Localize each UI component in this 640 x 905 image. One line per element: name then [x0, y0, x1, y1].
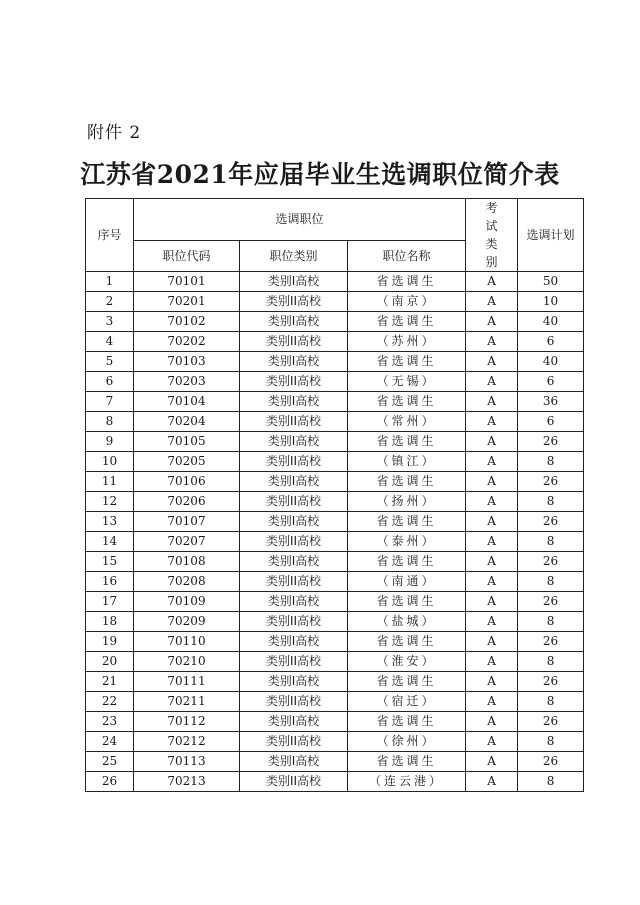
row-plan: 26 — [518, 472, 584, 492]
header-exam: 考试类别 — [466, 199, 518, 272]
row-plan: 40 — [518, 352, 584, 372]
row-exam: A — [466, 512, 518, 532]
table-row — [86, 612, 584, 632]
table-row — [86, 712, 584, 732]
row-code: 70102 — [134, 312, 240, 332]
row-category: 类别I高校 — [240, 352, 348, 372]
row-exam: A — [466, 552, 518, 572]
row-plan: 6 — [518, 412, 584, 432]
row-category: 类别II高校 — [240, 692, 348, 712]
row-plan: 8 — [518, 612, 584, 632]
row-code: 70202 — [134, 332, 240, 352]
row-plan: 8 — [518, 772, 584, 792]
row-category: 类别II高校 — [240, 612, 348, 632]
row-exam: A — [466, 492, 518, 512]
row-exam: A — [466, 532, 518, 552]
page-title: 江苏省2021年应届毕业生选调职位简介表 — [80, 160, 560, 189]
table-row — [86, 412, 584, 432]
row-code: 70107 — [134, 512, 240, 532]
header-index: 序号 — [86, 199, 134, 272]
table-row — [86, 352, 584, 372]
row-category: 类别II高校 — [240, 452, 348, 472]
row-exam: A — [466, 712, 518, 732]
row-name: （连云港） — [348, 772, 466, 792]
row-plan: 26 — [518, 752, 584, 772]
row-index: 18 — [86, 612, 134, 632]
row-category: 类别I高校 — [240, 392, 348, 412]
row-name: 省选调生 — [348, 672, 466, 692]
row-index: 5 — [86, 352, 134, 372]
row-code: 70205 — [134, 452, 240, 472]
table-row — [86, 732, 584, 752]
row-name: （扬州） — [348, 492, 466, 512]
row-name: （宿迁） — [348, 692, 466, 712]
row-exam: A — [466, 652, 518, 672]
row-index: 9 — [86, 432, 134, 452]
row-index: 13 — [86, 512, 134, 532]
row-exam: A — [466, 592, 518, 612]
row-category: 类别I高校 — [240, 432, 348, 452]
row-code: 70101 — [134, 272, 240, 292]
table-row — [86, 752, 584, 772]
table-row — [86, 532, 584, 552]
row-category: 类别II高校 — [240, 652, 348, 672]
row-code: 70213 — [134, 772, 240, 792]
row-category: 类别I高校 — [240, 512, 348, 532]
row-code: 70206 — [134, 492, 240, 512]
row-plan: 10 — [518, 292, 584, 312]
row-category: 类别I高校 — [240, 472, 348, 492]
row-category: 类别II高校 — [240, 732, 348, 752]
row-index: 3 — [86, 312, 134, 332]
row-exam: A — [466, 432, 518, 452]
row-index: 11 — [86, 472, 134, 492]
row-code: 70111 — [134, 672, 240, 692]
row-plan: 8 — [518, 652, 584, 672]
row-index: 4 — [86, 332, 134, 352]
row-name: 省选调生 — [348, 272, 466, 292]
table-row — [86, 492, 584, 512]
table-row — [86, 432, 584, 452]
row-code: 70106 — [134, 472, 240, 492]
row-plan: 26 — [518, 672, 584, 692]
row-code: 70212 — [134, 732, 240, 752]
row-category: 类别II高校 — [240, 372, 348, 392]
positions-table — [85, 198, 584, 792]
row-name: 省选调生 — [348, 512, 466, 532]
row-index: 21 — [86, 672, 134, 692]
row-name: （苏州） — [348, 332, 466, 352]
row-name: （南京） — [348, 292, 466, 312]
row-code: 70208 — [134, 572, 240, 592]
row-plan: 8 — [518, 732, 584, 752]
row-code: 70210 — [134, 652, 240, 672]
row-exam: A — [466, 352, 518, 372]
row-category: 类别II高校 — [240, 492, 348, 512]
row-plan: 26 — [518, 632, 584, 652]
row-exam: A — [466, 272, 518, 292]
row-plan: 6 — [518, 372, 584, 392]
row-category: 类别I高校 — [240, 672, 348, 692]
row-code: 70104 — [134, 392, 240, 412]
row-category: 类别II高校 — [240, 332, 348, 352]
row-index: 12 — [86, 492, 134, 512]
row-name: 省选调生 — [348, 472, 466, 492]
row-code: 70207 — [134, 532, 240, 552]
row-name: 省选调生 — [348, 632, 466, 652]
row-code: 70209 — [134, 612, 240, 632]
row-name: 省选调生 — [348, 712, 466, 732]
row-exam: A — [466, 452, 518, 472]
row-plan: 8 — [518, 452, 584, 472]
header-name: 职位名称 — [348, 240, 466, 271]
row-plan: 26 — [518, 552, 584, 572]
row-code: 70109 — [134, 592, 240, 612]
row-code: 70203 — [134, 372, 240, 392]
row-index: 22 — [86, 692, 134, 712]
header-plan: 选调计划 — [518, 199, 584, 272]
row-exam: A — [466, 612, 518, 632]
row-category: 类别II高校 — [240, 772, 348, 792]
row-exam: A — [466, 752, 518, 772]
row-category: 类别I高校 — [240, 632, 348, 652]
row-plan: 8 — [518, 492, 584, 512]
row-category: 类别II高校 — [240, 292, 348, 312]
row-index: 23 — [86, 712, 134, 732]
row-category: 类别I高校 — [240, 272, 348, 292]
attachment-label: 附件 2 — [87, 123, 142, 143]
row-exam: A — [466, 672, 518, 692]
table-row — [86, 512, 584, 532]
row-exam: A — [466, 692, 518, 712]
table-row — [86, 592, 584, 612]
row-exam: A — [466, 632, 518, 652]
row-name: （淮安） — [348, 652, 466, 672]
row-exam: A — [466, 772, 518, 792]
row-name: （徐州） — [348, 732, 466, 752]
table-row — [86, 272, 584, 292]
row-code: 70110 — [134, 632, 240, 652]
row-plan: 36 — [518, 392, 584, 412]
header-position-group: 选调职位 — [134, 199, 466, 241]
row-category: 类别II高校 — [240, 572, 348, 592]
row-name: 省选调生 — [348, 552, 466, 572]
row-plan: 26 — [518, 712, 584, 732]
row-name: （镇江） — [348, 452, 466, 472]
row-code: 70204 — [134, 412, 240, 432]
row-exam: A — [466, 472, 518, 492]
header-category: 职位类别 — [240, 240, 348, 271]
row-exam: A — [466, 572, 518, 592]
row-category: 类别I高校 — [240, 712, 348, 732]
row-category: 类别I高校 — [240, 552, 348, 572]
row-plan: 8 — [518, 572, 584, 592]
row-name: 省选调生 — [348, 432, 466, 452]
row-index: 24 — [86, 732, 134, 752]
table-row — [86, 312, 584, 332]
row-category: 类别I高校 — [240, 752, 348, 772]
row-plan: 26 — [518, 512, 584, 532]
row-exam: A — [466, 312, 518, 332]
table-row — [86, 332, 584, 352]
row-exam: A — [466, 372, 518, 392]
row-name: 省选调生 — [348, 752, 466, 772]
row-index: 25 — [86, 752, 134, 772]
table-row — [86, 292, 584, 312]
table-row — [86, 572, 584, 592]
row-index: 20 — [86, 652, 134, 672]
row-name: （常州） — [348, 412, 466, 432]
row-code: 70105 — [134, 432, 240, 452]
row-name: 省选调生 — [348, 592, 466, 612]
table-row — [86, 672, 584, 692]
table-row — [86, 772, 584, 792]
row-exam: A — [466, 292, 518, 312]
table-body — [86, 272, 584, 792]
row-plan: 8 — [518, 692, 584, 712]
row-category: 类别I高校 — [240, 592, 348, 612]
row-name: 省选调生 — [348, 352, 466, 372]
row-exam: A — [466, 732, 518, 752]
row-index: 16 — [86, 572, 134, 592]
row-name: （无锡） — [348, 372, 466, 392]
row-code: 70113 — [134, 752, 240, 772]
row-plan: 8 — [518, 532, 584, 552]
row-plan: 50 — [518, 272, 584, 292]
row-category: 类别I高校 — [240, 312, 348, 332]
row-index: 19 — [86, 632, 134, 652]
row-exam: A — [466, 332, 518, 352]
row-category: 类别II高校 — [240, 532, 348, 552]
table-row — [86, 472, 584, 492]
table-row — [86, 392, 584, 412]
row-index: 2 — [86, 292, 134, 312]
row-index: 17 — [86, 592, 134, 612]
header-code: 职位代码 — [134, 240, 240, 271]
table-row — [86, 452, 584, 472]
row-index: 14 — [86, 532, 134, 552]
table-row — [86, 632, 584, 652]
row-index: 1 — [86, 272, 134, 292]
row-name: （南通） — [348, 572, 466, 592]
table-row — [86, 552, 584, 572]
row-plan: 26 — [518, 432, 584, 452]
row-index: 8 — [86, 412, 134, 432]
row-plan: 26 — [518, 592, 584, 612]
row-code: 70201 — [134, 292, 240, 312]
row-name: （泰州） — [348, 532, 466, 552]
row-index: 15 — [86, 552, 134, 572]
row-name: （盐城） — [348, 612, 466, 632]
table-row — [86, 692, 584, 712]
row-plan: 6 — [518, 332, 584, 352]
row-exam: A — [466, 392, 518, 412]
table-row — [86, 372, 584, 392]
row-name: 省选调生 — [348, 312, 466, 332]
row-index: 26 — [86, 772, 134, 792]
table-row — [86, 652, 584, 672]
row-code: 70103 — [134, 352, 240, 372]
row-plan: 40 — [518, 312, 584, 332]
row-code: 70108 — [134, 552, 240, 572]
row-exam: A — [466, 412, 518, 432]
row-index: 10 — [86, 452, 134, 472]
row-code: 70211 — [134, 692, 240, 712]
row-code: 70112 — [134, 712, 240, 732]
row-name: 省选调生 — [348, 392, 466, 412]
row-index: 7 — [86, 392, 134, 412]
row-category: 类别II高校 — [240, 412, 348, 432]
row-index: 6 — [86, 372, 134, 392]
